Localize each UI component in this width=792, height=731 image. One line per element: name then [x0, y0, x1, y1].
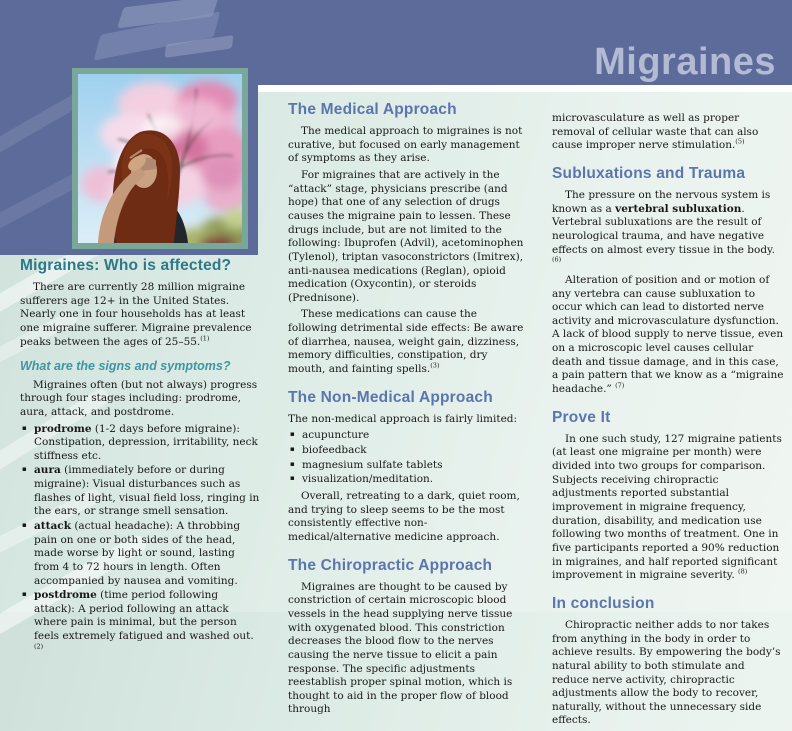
subluxations-paragraph-1: [552, 189, 784, 271]
list-item-prodrome: [34, 423, 261, 464]
signs-symptoms-subheading: What are the signs and symptoms?: [20, 359, 231, 374]
subluxations-paragraph-2: [552, 274, 784, 397]
medical-paragraph-1: The medical approach to migraines is not curative, but focused on early management of symptoms as they arise.: [288, 125, 523, 165]
migraine-photo: [72, 68, 248, 249]
paragraph-text: . Vertebral subluxations are the result of neurological trauma, and have negative effects on almost every tissue in the body.: [552, 202, 775, 256]
left-heading: Migraines: Who is affected?: [20, 257, 232, 274]
list-item-postdrome: [34, 589, 261, 657]
chiropractic-paragraph: Migraines are thought to be caused by constriction of certain microscopic blood vessels in the head supplying nerve tissue with oxygenated blood. This constriction decreases the blood flow to the nerves causing the nerve tissue to elicit a pain response. The specific adjustments reestablish proper spinal motion, which is thought to aid in the proper flow of blood through: [288, 580, 513, 716]
reference-marker: (1): [200, 334, 210, 343]
chiropractic-continuation: [552, 112, 784, 153]
paragraph-text: In one such study, 127 migraine patients (at least one migraine per month) were divided into two groups for comparison. Subjects receiving chiropractic adjustments reported substantial improvement in migraine frequency, duration, disability, and medication use following two months of treatment. One in five participants reported a 90% reduction in migraines, and half reported significant improvement in migraine severity.: [552, 432, 782, 582]
brochure-title: Migraines: [594, 41, 776, 83]
list-item: ▪ biofeedback: [302, 444, 524, 458]
medical-approach-heading: The Medical Approach: [288, 101, 457, 118]
reference-marker: (3): [430, 361, 440, 370]
stage-term: aura: [34, 464, 61, 477]
non-medical-options-list: [288, 429, 524, 487]
reference-marker: (8): [738, 567, 748, 576]
stage-term: prodrome: [34, 422, 92, 435]
non-medical-approach-heading: The Non-Medical Approach: [288, 388, 493, 406]
stage-text: (immediately before or during migraine): Visual disturbances such as flashes of light, visual field loss, ringing in the ears, or strange smell sensation.: [34, 464, 260, 518]
prove-it-paragraph: [552, 433, 784, 583]
left-paragraph-2: Migraines often (but not always) progress through four stages including: prodrome, aura, attack, and postdrome.: [20, 378, 258, 418]
stage-text: (actual headache): A throbbing pain on one or both sides of the head, made worse by light or sound, lasting from 4 to 72 hours in length. Often accompanied by nausea and vomiting.: [34, 520, 241, 587]
migraine-photo-illustration: [78, 74, 242, 243]
reference-marker: (6): [552, 255, 562, 264]
reference-marker: (2): [34, 642, 44, 651]
subluxations-trauma-heading: Subluxations and Trauma: [552, 164, 746, 182]
list-item: ▪ magnesium sulfate tablets: [302, 459, 524, 473]
conclusion-heading: In conclusion: [552, 594, 655, 612]
panel-approaches: [288, 100, 524, 720]
list-item: ▪ visualization/meditation.: [302, 473, 524, 487]
non-medical-outro: Overall, retreating to a dark, quiet room, and trying to sleep seems to be the most consistently effective non-medical/alternative medicine approach.: [288, 490, 520, 543]
panel-subluxations: [552, 112, 784, 731]
conclusion-paragraph: Chiropractic neither adds to nor takes from anything in the body in order to achieve results. By empowering the body’s natural ability to both stimulate and reduce nerve activity, chiropractic adjustments allow the body to recover, naturally, without the unnecessary side effects.: [552, 619, 781, 727]
paragraph-text: These medications can cause the following detrimental side effects: Be aware of diarrhea, nausea, weight gain, dizziness, memory difficulties, constipation, dry mouth, and fainting spells.: [288, 308, 524, 376]
non-medical-intro: The non-medical approach is fairly limited:: [288, 412, 518, 425]
medical-paragraph-2: For migraines that are actively in the “attack” stage, physicians prescribe (and hope) that one of any selection of drugs causes the migraine pain to lessen. These drugs include, but are not limited to the following: Ibuprofen (Advil), acetominophen (Tylenol), triptan vasoconstrictors (Imitrex), anti-nausea medications (Reglan), opioid medication (Oxycontin), or steroids (Prednisone).: [288, 169, 524, 304]
chiropractic-approach-heading: The Chiropractic Approach: [288, 556, 493, 574]
paragraph-text: The pressure on the nervous system is known as a: [552, 189, 771, 215]
panel-who-is-affected: [20, 256, 261, 660]
list-item-aura: [34, 464, 261, 519]
reference-marker: (7): [615, 381, 625, 390]
reference-marker: (5): [735, 137, 745, 146]
medical-paragraph-3: [288, 308, 524, 376]
stage-term: postdrome: [34, 589, 97, 602]
bold-term: vertebral subluxation: [615, 202, 742, 215]
stage-text: (1-2 days before migraine): Constipation, depression, irritability, neck stiffness etc.: [34, 422, 258, 462]
stage-term: attack: [34, 520, 71, 532]
paragraph-text: Alteration of position and or motion of any vertebra can cause subluxation to occur which can lead to distorted nerve activity and microvasculature dysfunction. A lack of blood supply to nerve tissue, even on a microscopic level causes cellular death and tissue damage, and in this case, a pain pattern that we know as a “migraine headache.”: [552, 273, 784, 396]
migraine-stages-list: [20, 423, 261, 658]
paragraph-text: microvasculature as well as proper removal of cellular waste that can also cause improper nerve stimulation.: [552, 112, 759, 152]
list-item-attack: [34, 520, 261, 588]
stage-text: (time period following attack): A period following an attack where pain is minimal, but the person feels extremely fatigued and washed out.: [34, 589, 254, 643]
prove-it-heading: Prove It: [552, 408, 611, 426]
left-paragraph-1: [20, 281, 261, 349]
paragraph-text: There are currently 28 million migraine sufferers age 12+ in the United States. Nearly one in four households has at least one migraine sufferer. Migraine prevalence peaks between the ages of 25–55.: [20, 281, 252, 348]
list-item: ▪ acupuncture: [302, 429, 524, 443]
